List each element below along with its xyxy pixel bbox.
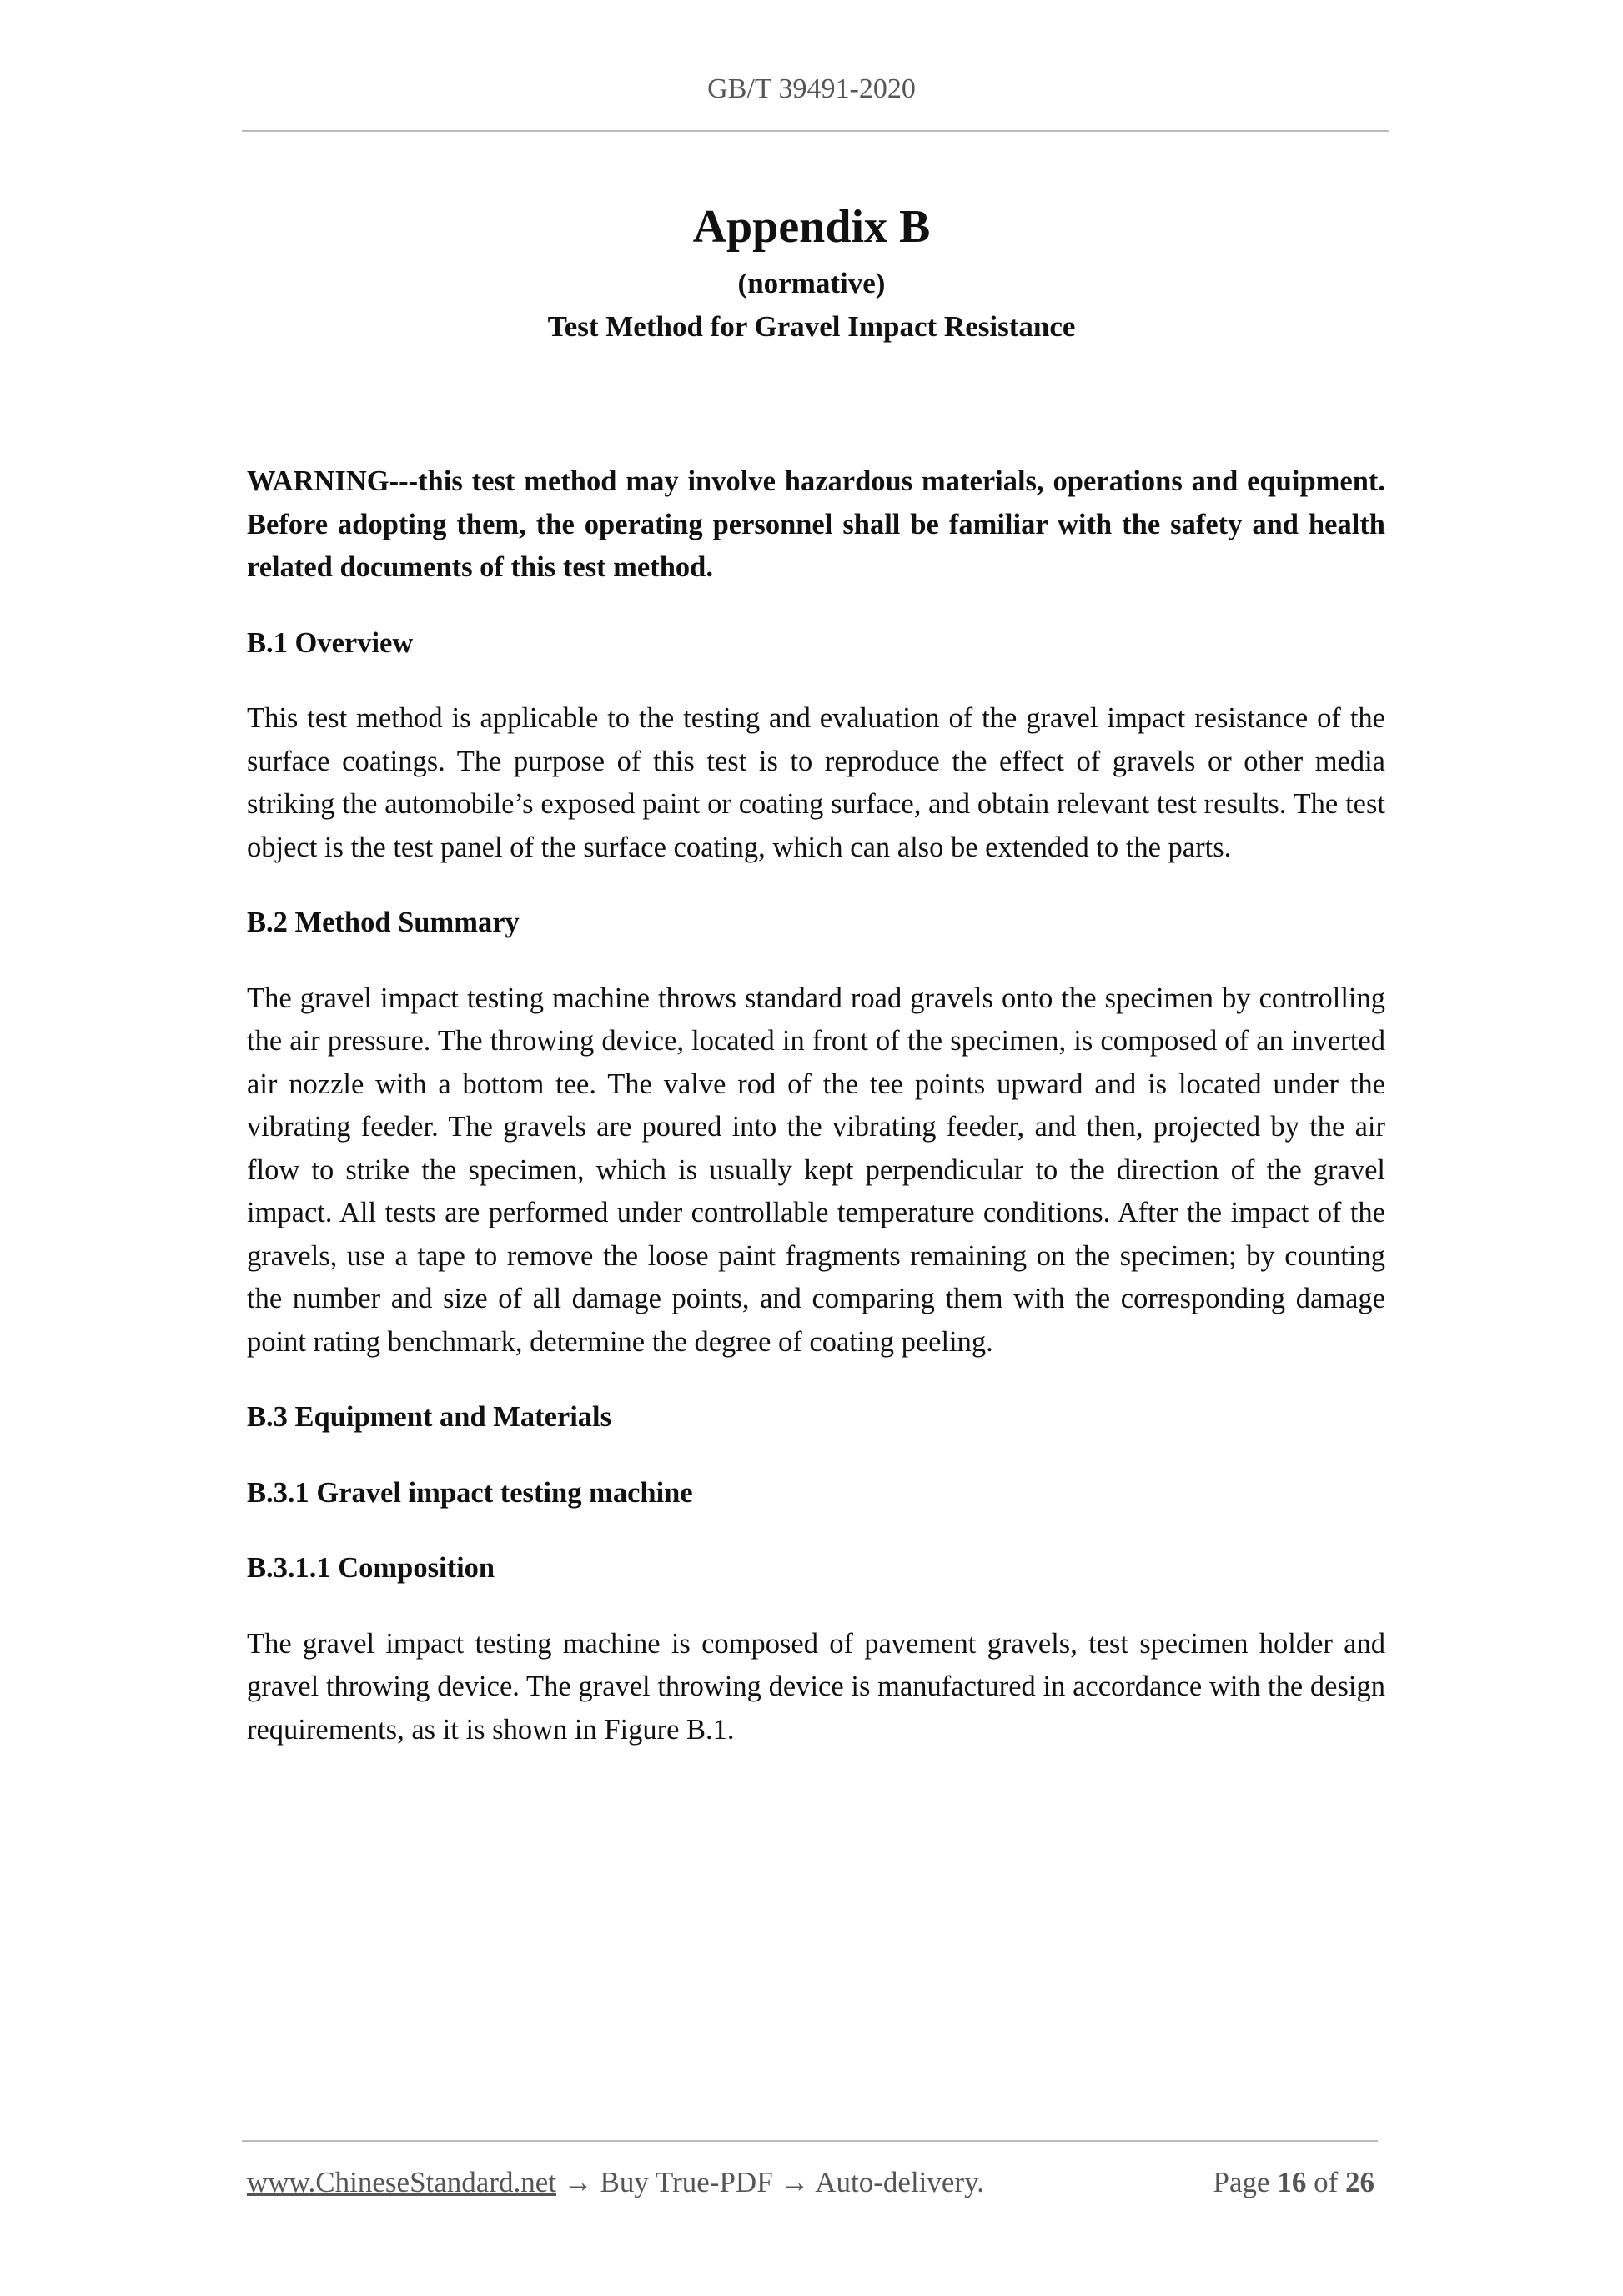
page-number bbox=[1213, 2162, 1374, 2203]
section-heading-b1: B.1 Overview bbox=[247, 626, 414, 659]
section-heading-b3: B.3 Equipment and Materials bbox=[247, 1401, 612, 1433]
appendix-name: Test Method for Gravel Impact Resistance bbox=[547, 310, 1076, 343]
footer-divider bbox=[242, 2140, 1378, 2142]
page-of-label: of bbox=[1314, 2166, 1339, 2198]
arrow-right-icon: → bbox=[780, 2166, 810, 2198]
buy-true-pdf-text: Buy True-PDF bbox=[600, 2166, 773, 2198]
appendix-type: (normative) bbox=[737, 267, 886, 299]
page-label: Page bbox=[1213, 2166, 1270, 2198]
arrow-right-icon: → bbox=[563, 2166, 593, 2198]
section-heading-b2: B.2 Method Summary bbox=[247, 907, 520, 938]
page-current: 16 bbox=[1277, 2166, 1307, 2198]
section-heading-b31: B.3.1 Gravel impact testing machine bbox=[247, 1476, 693, 1509]
section-text-b311: The gravel impact testing machine is composed of pavement gravels, test specimen holder and gravel throwing device. The gravel throwing device is manufactured in accordance with the design requirements, as it is shown in Figure B.1. bbox=[247, 1627, 1385, 1746]
section-text-b2: The gravel impact testing machine throws standard road gravels onto the specimen by controlling the air pressure. The throwing device, located in front of the specimen, is composed of an inverted air nozzle with a bottom tee. The valve rod of the tee points upward and is located under the vibrating feeder. The gravels are poured into the vibrating feeder, and then, projected by the air flow to strike the specimen, which is usually kept perpendicular to the direction of the gravel impact. All tests are performed under controllable temperature conditions. After the impact of the gravels, use a tape to remove the loose paint fragments remaining on the specimen; by counting the number and size of all damage points, and comparing them with the corresponding damage point rating benchmark, determine the degree of coating peeling. bbox=[247, 982, 1385, 1358]
auto-delivery-text: Auto-delivery. bbox=[815, 2166, 985, 2198]
appendix-title-block bbox=[0, 197, 1623, 349]
page-total: 26 bbox=[1345, 2166, 1374, 2198]
appendix-title: Appendix B bbox=[692, 201, 931, 253]
header-divider bbox=[242, 130, 1389, 132]
page-header-standard-code: GB/T 39491-2020 bbox=[707, 73, 916, 104]
footer-promo bbox=[247, 2162, 984, 2203]
section-heading-b311: B.3.1.1 Composition bbox=[247, 1552, 495, 1584]
section-text-b1: This test method is applicable to the testing and evaluation of the gravel impact resistance of the surface coatings. The purpose of this test is to reproduce the effect of gravels or other media striking the automobile’s exposed paint or coating surface, and obtain relevant test results. The test object is the test panel of the surface coating, which can also be extended to the parts. bbox=[247, 702, 1385, 863]
warning-paragraph: WARNING---this test method may involve hazardous materials, operations and equipment. Before adopting them, the operating personnel shall be familiar with the safety and health related documents of this test method. bbox=[247, 465, 1385, 583]
website-link[interactable]: www.ChineseStandard.net bbox=[247, 2166, 556, 2198]
document-body bbox=[247, 460, 1385, 1784]
